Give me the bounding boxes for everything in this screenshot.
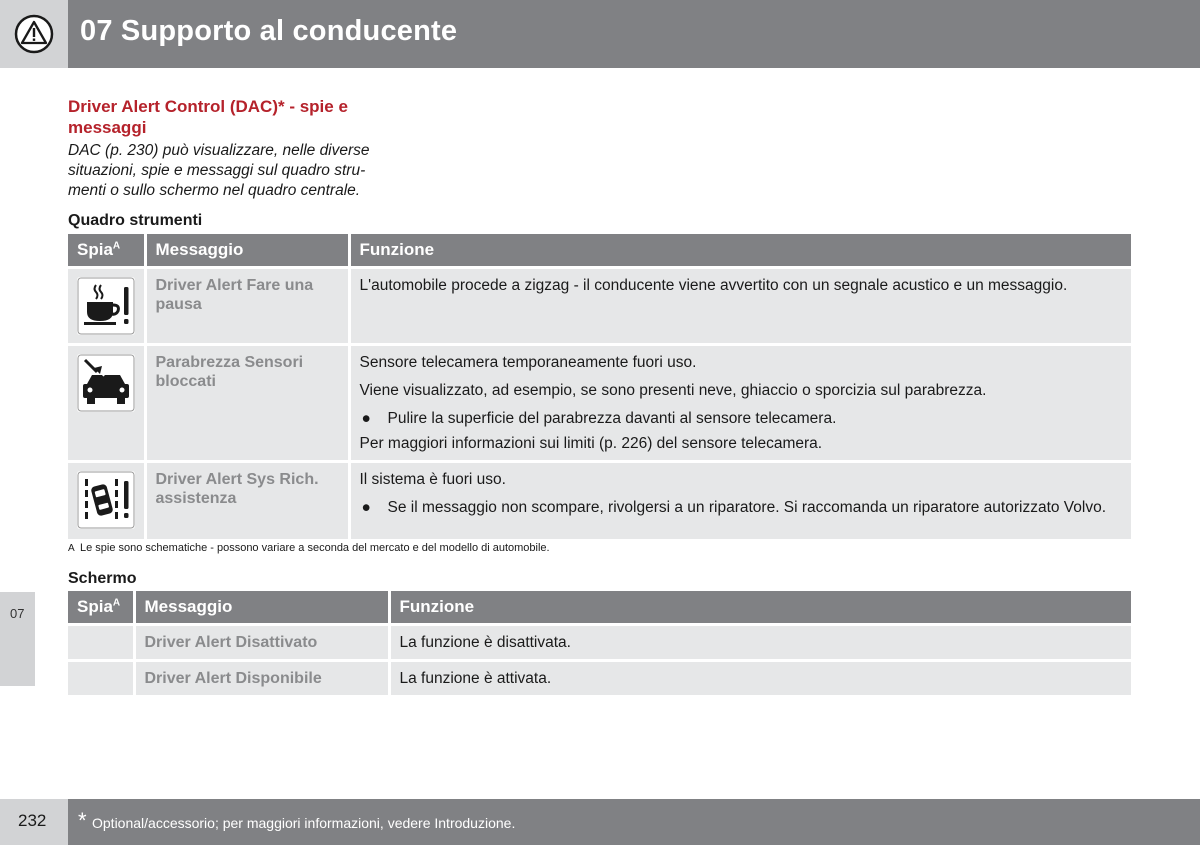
- footer-star: *: [78, 808, 87, 833]
- table-header-row: [68, 591, 1131, 624]
- section-intro: DAC (p. 230) può visualizzare, nelle diverse situazioni, spie e messaggi sul quadro stru-menti o sullo schermo nel quadro centrale.: [68, 142, 370, 199]
- function-text: Per maggiori informazioni sui limiti (p. 226) del sensore telecamera.: [359, 434, 823, 452]
- spia-cell: [68, 267, 145, 344]
- chapter-header: [68, 0, 1200, 68]
- message-cell: Driver Alert Sys Rich. assistenza: [145, 461, 349, 540]
- message-cell: Driver Alert Disponibile: [134, 660, 389, 696]
- lane-car-warning-icon: [77, 471, 135, 529]
- schermo-heading: Schermo: [68, 570, 137, 587]
- col-messaggio: Messaggio: [145, 234, 349, 267]
- table-row: [68, 624, 1131, 660]
- spia-cell: [68, 660, 134, 696]
- table-row: [68, 660, 1131, 696]
- bullet-item: ● Se il messaggio non scompare, rivolgersi a un riparatore. Si raccomanda un riparatore autorizzato Volvo.: [361, 498, 1107, 516]
- page-number: 232: [18, 811, 47, 830]
- section-title: Driver Alert Control (DAC)* - spie e messaggi: [68, 97, 348, 137]
- table-row: [68, 344, 1131, 461]
- function-text: Sensore telecamera temporaneamente fuori uso.: [359, 353, 697, 371]
- function-cell: [349, 461, 1131, 540]
- table-header-row: [68, 234, 1131, 267]
- message-cell: Parabrezza Sensori bloccati: [145, 344, 349, 461]
- chapter-icon-box: [0, 0, 68, 68]
- quadro-strumenti-heading: Quadro strumenti: [68, 212, 203, 229]
- col-spia: Spia$^A$: [68, 591, 134, 624]
- table-row: [68, 267, 1131, 344]
- col-spia: Spia$^A$: [68, 234, 145, 267]
- col-funzione: Funzione: [389, 591, 1131, 624]
- col-messaggio: Messaggio: [134, 591, 389, 624]
- table-row: [68, 461, 1131, 540]
- message-cell: Driver Alert Disattivato: [134, 624, 389, 660]
- warning-triangle-icon: [14, 14, 54, 54]
- bullet-dot-icon: ●: [361, 498, 371, 516]
- bullet-dot-icon: ●: [361, 409, 371, 427]
- schermo-table: [68, 591, 1131, 698]
- coffee-cup-warning-icon: [77, 277, 135, 335]
- message-cell: Driver Alert Fare una pausa: [145, 267, 349, 344]
- table-footnote: A Le spie sono schematiche - possono variare a seconda del mercato e del modello di automobile.: [68, 542, 550, 554]
- function-text: Viene visualizzato, ad esempio, se sono presenti neve, ghiaccio o sporcizia sul parabrezza.: [359, 381, 987, 399]
- col-funzione: Funzione: [349, 234, 1131, 267]
- spia-cell: [68, 344, 145, 461]
- footer-bar: [68, 799, 1200, 845]
- bullet-item: ● Pulire la superficie del parabrezza davanti al sensore telecamera.: [361, 409, 837, 427]
- quadro-strumenti-table: [68, 234, 1131, 542]
- footer-note: Optional/accessorio; per maggiori informazioni, vedere Introduzione.: [92, 815, 516, 831]
- function-cell: La funzione è disattivata.: [389, 624, 1131, 660]
- windscreen-sensor-blocked-icon: [77, 354, 135, 412]
- chapter-title: 07 Supporto al conducente: [80, 15, 458, 47]
- function-text: Il sistema è fuori uso.: [359, 470, 506, 488]
- page-number-box: [0, 799, 68, 845]
- function-cell: [349, 267, 1131, 344]
- function-cell: [349, 344, 1131, 461]
- function-cell: La funzione è attivata.: [389, 660, 1131, 696]
- function-text: L'automobile procede a zigzag - il conducente viene avvertito con un segnale acustico e un messaggio.: [359, 276, 1068, 294]
- spia-cell: [68, 624, 134, 660]
- chapter-side-tab-label: 07: [10, 606, 25, 621]
- chapter-side-tab[interactable]: [0, 592, 35, 686]
- spia-cell: [68, 461, 145, 540]
